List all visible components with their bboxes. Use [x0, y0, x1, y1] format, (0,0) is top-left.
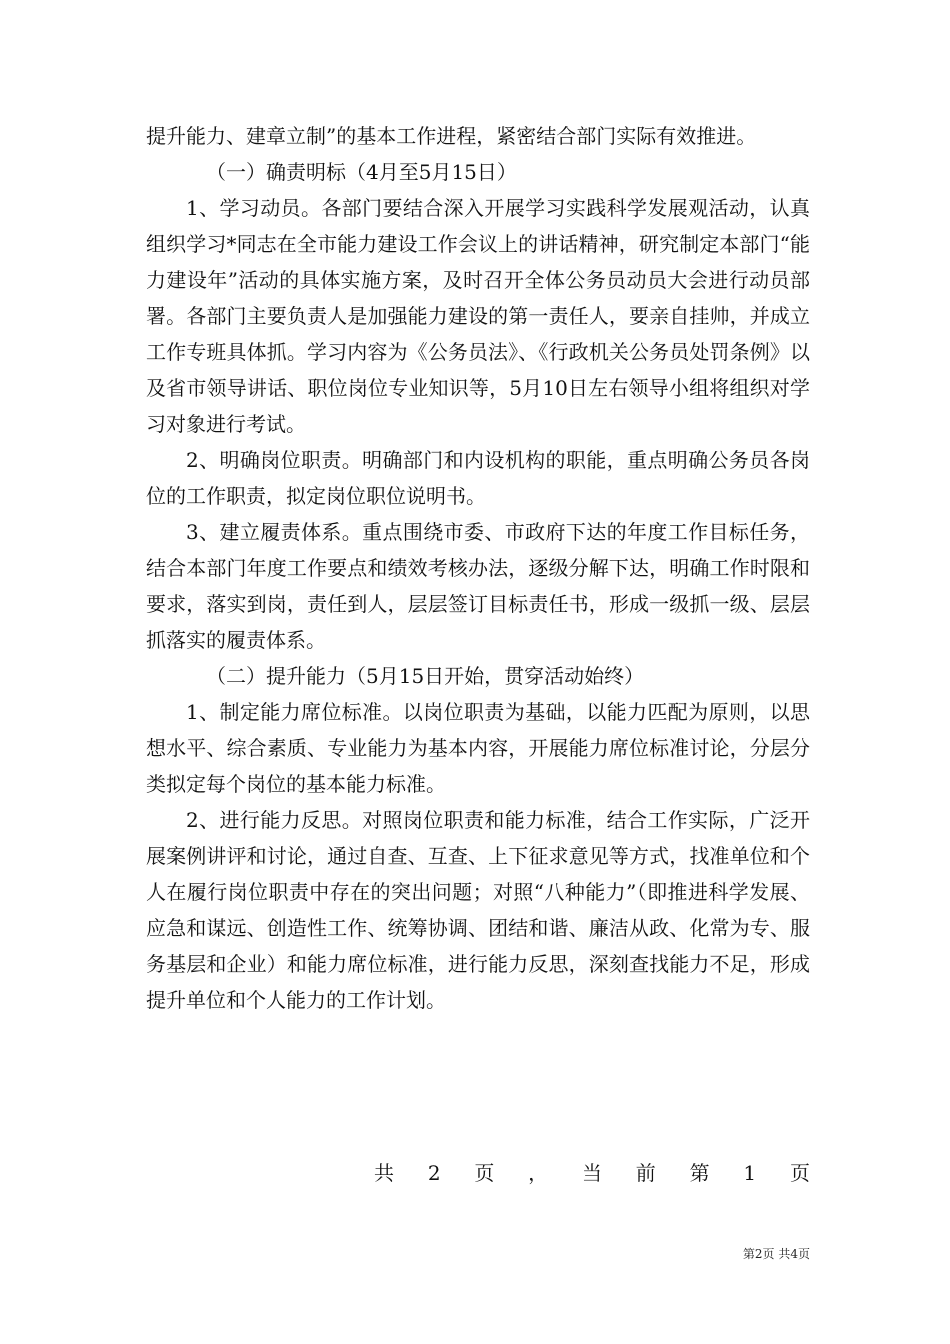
paragraph-ability-standards: 1、制定能力席位标准。以岗位职责为基础，以能力匹配为原则，以思想水平、综合素质、专业能力为基本内容，开展能力席位标准讨论，分层分类拟定每个岗位的基本能力标准。 — [146, 700, 810, 796]
page-counter-char: 当 — [581, 1161, 602, 1185]
page-counter-char: 第 — [689, 1161, 710, 1185]
page-counter-char: 共 — [374, 1161, 394, 1185]
paragraph-study-mobilization: 1、学习动员。各部门要结合深入开展学习实践科学发展观活动，认真组织学习*同志在全市能力建设工作会议上的讲话精神，研究制定本部门“能力建设年”活动的具体实施方案，及时召开全体公务员动员大会进行动员部署。各部门主要负责人是加强能力建设的第一责任人，要亲自挂帅，并成立工作专班具体抓。学习内容为《公务员法》、《行政机关公务员处罚条例》以及省市领导讲话、职位岗位专业知识等，5月10日左右领导小组将组织对学习对象进行考试。 — [146, 196, 810, 436]
page-counter-char: 1 — [743, 1161, 757, 1185]
paragraph-ability-reflection: 2、进行能力反思。对照岗位职责和能力标准，结合工作实际，广泛开展案例讲评和讨论，通过自查、互查、上下征求意见等方式，找准单位和个人在履行岗位职责中存在的突出问题；对照“八种能力”（即推进科学发展、应急和谋远、创造性工作、统筹协调、团结和谐、廉洁从政、化常为专、服务基层和企业）和能力席位标准，进行能力反思，深刻查找能力不足，形成提升单位和个人能力的工作计划。 — [146, 808, 810, 1012]
paragraph-responsibility-system: 3、建立履责体系。重点围绕市委、市政府下达的年度工作目标任务，结合本部门年度工作要点和绩效考核办法，逐级分解下达，明确工作时限和要求，落实到岗，责任到人，层层签订目标责任书，形成一级抓一级、层层抓落实的履责体系。 — [146, 520, 810, 652]
document-body — [146, 118, 810, 1018]
section-heading-1: （一）确责明标（4月至5月15日） — [206, 160, 517, 184]
page-counter-char: 2 — [427, 1161, 441, 1185]
page-counter — [374, 1155, 810, 1191]
paragraph-continuation: 提升能力、建章立制”的基本工作进程，紧密结合部门实际有效推进。 — [146, 124, 757, 148]
page-counter-char: ， — [528, 1161, 549, 1185]
page-footer: 第2页 共4页 — [742, 1247, 810, 1261]
page-counter-char: 页 — [474, 1161, 495, 1185]
section-heading-2: （二）提升能力（5月15日开始，贯穿活动始终） — [206, 664, 645, 688]
paragraph-clarify-duties: 2、明确岗位职责。明确部门和内设机构的职能，重点明确公务员各岗位的工作职责，拟定岗位职位说明书。 — [146, 448, 810, 508]
page-counter-char: 前 — [635, 1161, 656, 1185]
page-counter-char: 页 — [789, 1161, 810, 1185]
